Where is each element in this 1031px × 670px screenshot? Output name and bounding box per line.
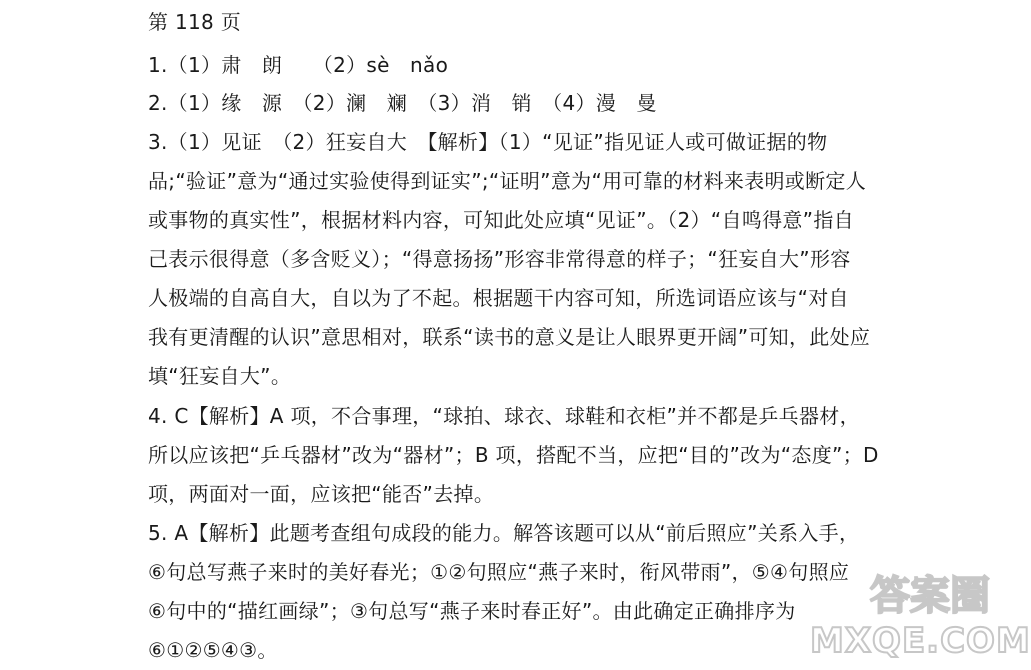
answer-line-q3-6: 我有更清醒的认识”意思相对，联系“读书的意义是让人眼界更开阔”可知，此处应 xyxy=(148,325,871,349)
site-watermark xyxy=(810,571,1031,661)
answer-line-q3-2: 品;“验证”意为“通过实验使得到证实”;“证明”意为“用可靠的材料来表明或断定人 xyxy=(148,169,867,193)
watermark-domain: MXQE.COM xyxy=(810,621,1031,661)
answer-line-q3-3: 或事物的真实性”，根据材料内容，可知此处应填“见证”。（2）“自鸣得意”指自 xyxy=(148,208,854,232)
answer-line-q3-1: 3.（1）见证 （2）狂妄自大 【解析】（1）“见证”指见证人或可做证据的物 xyxy=(148,130,828,154)
answer-line-q5-2: ⑥句总写燕子来时的美好春光；①②句照应“燕子来时，衔风带雨”，⑤④句照应 xyxy=(148,560,850,584)
answer-line-q3-4: 己表示很得意（多含贬义）；“得意扬扬”形容非常得意的样子；“狂妄自大”形容 xyxy=(148,247,851,271)
answer-line-q3-5: 人极端的自高自大，自以为了不起。根据题干内容可知，所选词语应该与“对自 xyxy=(148,286,849,310)
answer-line-q4-2: 所以应该把“乒乓器材”改为“器材”；B 项，搭配不当，应把“目的”改为“态度”；D xyxy=(148,443,879,467)
answer-line-q4-3: 项，两面对一面，应该把“能否”去掉。 xyxy=(148,482,495,506)
answer-line-q5-1: 5. A【解析】此题考查组句成段的能力。解答该题可以从“前后照应”关系入手， xyxy=(148,521,860,545)
answer-line-q3-7: 填“狂妄自大”。 xyxy=(148,364,292,388)
answer-line-q1: 1.（1）肃 朗 （2）sè nǎo xyxy=(148,53,449,77)
answer-line-q2: 2.（1）缘 源 （2）澜 斓 （3）消 销 （4）漫 曼 xyxy=(148,91,657,115)
answer-line-q5-3: ⑥句中的“描红画绿”；③句总写“燕子来时春正好”。由此确定正确排序为 xyxy=(148,599,796,623)
watermark-logo-text: 答案圈 xyxy=(870,573,990,619)
answer-line-q4-1: 4. C【解析】A 项，不合事理，“球拍、球衣、球鞋和衣柜”并不都是乒乓器材， xyxy=(148,404,860,428)
answer-line-q5-4: ⑥①②⑤④③。 xyxy=(148,638,278,662)
page-number-heading: 第 118 页 xyxy=(148,10,241,34)
